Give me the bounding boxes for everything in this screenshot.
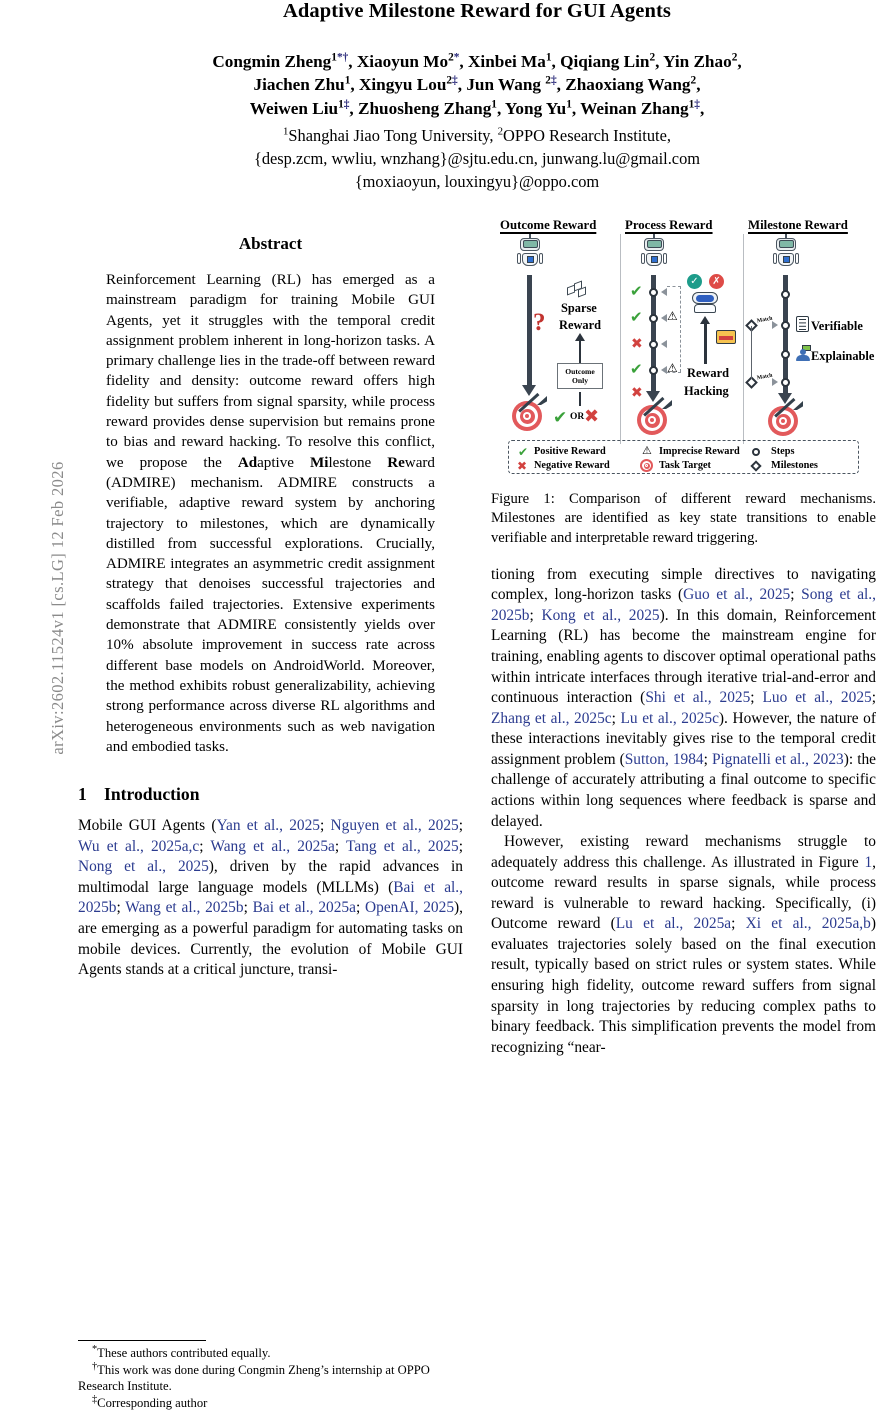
abstract-heading: Abstract <box>238 234 303 253</box>
citation-link[interactable]: Lu et al., 2025a <box>615 915 732 933</box>
legend-milestone-diamond-icon <box>750 460 761 471</box>
text-run: ), are emerging as a powerful paradigm for automating tasks on mobile devices. Currently, the evolution of Mobile GUI Agents stands at a critical juncture, transi- <box>78 899 463 979</box>
abstract-bold-re: Re <box>387 454 405 471</box>
legend-label-positive-reward: Positive Reward <box>534 446 606 457</box>
verdict-accept-badge: ✓ <box>687 274 702 289</box>
citation-link[interactable]: Pignatelli et al., 2023 <box>711 750 844 768</box>
imprecise-reward-warning-icon: ⚠ <box>667 361 678 375</box>
citation-link[interactable]: Wang et al., 2025a <box>210 837 335 855</box>
text-run: Mobile GUI Agents ( <box>78 817 217 835</box>
text-run: ; <box>355 899 366 917</box>
author-list <box>78 50 876 121</box>
milestone-chain-line <box>751 326 752 379</box>
abstract-body <box>106 270 435 757</box>
text-run: ; <box>529 606 542 624</box>
evaluator-robot-icon <box>690 289 720 313</box>
legend-cross-icon: ✖ <box>517 459 528 473</box>
right-column <box>491 218 876 1058</box>
positive-reward-check-icon: ✔ <box>630 308 643 326</box>
text-run: ), driven by the rapid advances in multimodal large language models (MLLMs) ( <box>78 858 463 896</box>
legend-warning-icon: ⚠ <box>642 444 652 457</box>
figure-reference-link[interactable]: 1 <box>864 853 873 871</box>
title-block <box>78 0 876 194</box>
outcome-up-arrow-shaft-2 <box>579 392 581 406</box>
text-run: ) evaluates trajectories solely based on the final execution result, typically based on strict rules or system states. While ensuring high fidelity, outcome reward suffers from signal sparsity in long trajectories by reducing complex paths to binary feedback. This simplification prevents the model from recognizing “near- <box>491 915 876 1056</box>
positive-reward-check-icon: ✔ <box>630 282 643 300</box>
figure-legend <box>508 440 859 474</box>
text-run: ; <box>116 899 126 917</box>
text-run: ). In this domain, Reinforcement Learning (RL) has become the mainstream engine for training, enabling agents to discover optimal operational paths within intricate interfaces through iterative trial-and-error and continuous interaction ( <box>491 606 876 707</box>
text-run: ; <box>790 586 802 604</box>
abstract-text-part-2: (ADMIRE) mechanism. ADMIRE constructs a verifiable, adaptive reward system by anchoring trajectory to milestones, which are dynamically distilled from successful explorations. Crucially, ADMIRE integrates an asymmetric credit assignment strategy that denoises successful trajectories and scaffolds failed trajectories. Extensive experiments demonstrate that ADMIRE consistently yields over 10% absolute improvement in success rate across different base models on AndroidWorld. Moreover, the method exhibits robust generalizability, achieving strong performance across diverse RL algorithms and heterogeneous environments such as web navigation and embodied tasks. <box>106 474 435 755</box>
task-target-icon-process <box>637 405 667 435</box>
affiliation-line: $^1$Shanghai Jiao Tong University, $^2$OPPO Research Institute, <box>283 125 671 145</box>
affiliation-list <box>78 124 876 194</box>
footnote-2 <box>78 1362 463 1395</box>
outcome-only-box <box>557 363 603 389</box>
footnote-text: Corresponding author <box>97 1396 208 1411</box>
citation-link[interactable]: Zhang et al., 2025c <box>491 709 612 727</box>
verdict-reject-badge: ✗ <box>709 274 724 289</box>
citation-link[interactable]: OpenAI, 2025 <box>365 899 455 917</box>
abstract-bold-mi: Mi <box>309 454 329 471</box>
citation-link[interactable]: Guo et al., 2025 <box>683 586 791 604</box>
page-title: Adaptive Milestone Reward for GUI Agents <box>283 0 671 22</box>
footnote-symbol: ‡ <box>92 1393 98 1405</box>
negative-reward-cross-icon: ✖ <box>584 406 600 427</box>
email-line-1: {desp.zcm, wwliu, wnzhang}@sjtu.edu.cn, junwang.lu@gmail.com <box>253 149 701 169</box>
verifiable-clipboard-icon <box>796 316 809 332</box>
intro-paragraph-1 <box>78 816 463 981</box>
legend-target-icon <box>640 459 653 472</box>
citation-link[interactable]: Luo et al., 2025 <box>762 689 872 707</box>
paper-page <box>78 0 876 1411</box>
section-title: Introduction <box>104 784 200 805</box>
text-run: ): the challenge of accurately attributing a final outcome to specific actions within long sequences where feedback is sparse and delayed. <box>491 750 876 830</box>
reward-hacking-label-line2: Hacking <box>684 384 729 398</box>
panel-title-outcome-reward: Outcome Reward <box>500 218 597 232</box>
legend-label-milestones: Milestones <box>771 460 818 471</box>
task-target-icon-outcome <box>512 401 542 431</box>
step-node <box>649 288 658 297</box>
citation-link[interactable]: Xi et al., 2025a,b <box>745 915 871 933</box>
reward-hacking-arrow-shaft <box>704 324 707 364</box>
match-arrow-icon <box>772 378 778 386</box>
sparse-reward-label-line1: Sparse <box>561 301 597 315</box>
legend-label-steps: Steps <box>771 446 795 457</box>
outcome-up-arrow-head <box>575 333 585 341</box>
imprecise-reward-warning-icon: ⚠ <box>667 309 678 323</box>
author-line-3: Weiwen Liu$^{1\ddagger}$, Zhuosheng Zhang$^1$, Yong Yu$^1$, Weinan Zhang$^{1\ddagger}$, <box>249 98 705 119</box>
explainable-person-icon <box>795 346 811 361</box>
hacked-reward-card-icon <box>716 330 736 344</box>
explainable-label: Explainable <box>811 349 875 363</box>
text-run: ; <box>243 899 253 917</box>
text-run: ; <box>458 817 464 835</box>
positive-reward-check-icon: ✔ <box>553 408 568 428</box>
footnote-block <box>78 1340 463 1412</box>
text-run: ). However, the nature of these interactions inevitably gives rise to the temporal credit assignment problem ( <box>491 709 876 768</box>
text-run: ; <box>458 837 463 855</box>
text-run: ; <box>320 817 331 835</box>
text-run: ; <box>703 750 712 768</box>
section-number: 1 <box>78 784 87 805</box>
citation-link[interactable]: Song et al., 2025b <box>491 586 876 624</box>
reward-pointer-icon <box>661 288 667 296</box>
text-run: ; <box>199 837 211 855</box>
citation-link[interactable]: Wu et al., 2025a,c <box>78 837 200 855</box>
milestone-matched-node <box>781 378 790 387</box>
right-column-paragraph-1 <box>491 565 876 832</box>
figure-caption-label: Figure 1: <box>491 491 555 507</box>
reward-hacking-label-line1: Reward <box>687 366 729 380</box>
figure-1 <box>491 218 876 548</box>
match-label: Match <box>756 315 773 325</box>
citation-link[interactable]: Nguyen et al., 2025 <box>330 817 459 835</box>
match-arrow-icon <box>772 321 778 329</box>
negative-reward-cross-icon: ✖ <box>631 385 643 401</box>
footnote-text: This work was done during Congmin Zheng’s internship at OPPO Research Institute. <box>78 1362 430 1394</box>
figure-divider-2 <box>743 234 744 444</box>
citation-link[interactable]: Kong et al., 2025 <box>541 606 660 624</box>
process-feedback-dashed-line <box>680 286 681 372</box>
citation-link[interactable]: Yan et al., 2025 <box>216 817 321 835</box>
figure-1-caption <box>491 490 876 548</box>
text-run: ; <box>871 689 876 707</box>
footnote-3 <box>78 1395 463 1411</box>
email-line-2: {moxiaoyun, louxingyu}@oppo.com <box>354 172 600 192</box>
process-feedback-dashed-top <box>667 286 681 287</box>
figure-divider-1 <box>620 234 621 444</box>
abstract-bold-ad: Ad <box>237 454 258 471</box>
text-run: ; <box>731 915 746 933</box>
abstract-ad-rest: aptive <box>257 454 310 471</box>
verifiable-label: Verifiable <box>811 319 863 333</box>
abstract-mi-rest: lestone <box>328 454 388 471</box>
citation-link[interactable]: Wang et al., 2025b <box>125 899 244 917</box>
step-node <box>649 314 658 323</box>
outcome-trajectory-line <box>527 275 532 387</box>
text-run: tioning from executing simple directives to navigating complex, long-horizon tasks ( <box>491 565 876 604</box>
arxiv-identifier-stamp: arXiv:2602.11524v1 [cs.LG] 12 Feb 2026 <box>48 461 67 755</box>
sparse-blocks-icon <box>567 280 587 297</box>
step-node <box>781 290 790 299</box>
footnote-rule <box>78 1340 206 1341</box>
abstract-re-rest: ward <box>404 454 435 471</box>
right-column-paragraph-2 <box>491 832 876 1058</box>
legend-check-icon: ✔ <box>518 445 529 459</box>
reward-hacking-arrow-head <box>700 316 710 324</box>
footnote-symbol: * <box>92 1343 98 1355</box>
panel-title-process-reward: Process Reward <box>625 218 713 232</box>
left-column <box>78 218 464 1411</box>
citation-link[interactable]: Shi et al., 2025 <box>645 689 751 707</box>
figure-1-canvas <box>491 218 876 476</box>
legend-step-circle-icon <box>752 448 760 456</box>
outcome-only-line2: Only <box>571 375 589 385</box>
text-run: ; <box>750 689 763 707</box>
footnote-text: These authors contributed equally. <box>97 1346 271 1360</box>
figure-caption-text: Comparison of different reward mechanisms. Milestones are identified as key state transitions to enable verifiable and interpretable reward triggering. <box>491 491 876 546</box>
step-node <box>781 350 790 359</box>
text-run: , outcome reward results in sparse signals, while process reward is vulnerable to reward hacking. Specifically, (i) Outcome reward ( <box>491 853 876 933</box>
legend-label-imprecise-reward: Imprecise Reward <box>659 446 740 457</box>
step-node <box>649 340 658 349</box>
citation-link[interactable]: Lu et al., 2025c <box>620 709 719 727</box>
text-run: ; <box>334 837 347 855</box>
citation-link[interactable]: Bai et al., 2025b <box>78 878 463 917</box>
positive-reward-check-icon: ✔ <box>630 360 643 378</box>
text-run: However, existing reward mechanisms struggle to adequately address this challenge. As illustrated in Figure <box>491 833 876 871</box>
footnote-symbol: † <box>92 1360 98 1372</box>
outcome-only-line1: Outcome <box>565 366 595 376</box>
citation-link[interactable]: Bai et al., 2025a <box>252 899 356 917</box>
citation-link[interactable]: Tang et al., 2025 <box>346 837 459 855</box>
agent-robot-icon-outcome <box>517 238 543 268</box>
legend-label-task-target: Task Target <box>659 460 711 471</box>
panel-title-milestone-reward: Milestone Reward <box>748 218 848 232</box>
text-run: ; <box>611 709 621 727</box>
citation-link[interactable]: Sutton, 1984 <box>624 750 704 768</box>
author-line-1: Congmin Zheng$^{1*\dagger}$, Xiaoyun $Mo^{2*}$, Xinbei Ma$^1$, Qiqiang Lin$^2$, Yin Zhao$^2$, <box>212 50 742 71</box>
outcome-up-arrow-shaft <box>579 340 581 363</box>
legend-label-negative-reward: Negative Reward <box>534 460 610 471</box>
milestone-matched-node <box>781 321 790 330</box>
task-target-icon-milestone <box>768 406 798 436</box>
author-line-2: Jiachen Zhu$^1$, Xingyu Lou$^{2\ddagger}$, Jun Wang $^{2\ddagger}$, Zhaoxiang Wang$^2$, <box>253 74 701 95</box>
question-mark-icon: ? <box>533 309 546 336</box>
abstract-text-part-1: Reinforcement Learning (RL) has emerged as a mainstream paradigm for training Mobile GUI Agents, yet it struggles with the temporal credit assignment problem inherent in long-horizon tasks. A primary challenge lies in the trade-off between reward fidelity and density: outcome reward offers high fidelity but suffers from signal sparsity, while process reward provides dense supervision but remains prone to bias and reward hacking. To resolve this conflict, we propose the <box>106 272 435 471</box>
negative-reward-cross-icon: ✖ <box>631 336 643 352</box>
match-label: Match <box>756 372 773 382</box>
or-label: OR <box>570 412 585 422</box>
agent-robot-icon-process <box>641 238 667 268</box>
section-heading-introduction <box>78 784 463 805</box>
agent-robot-icon-milestone <box>773 238 799 268</box>
step-node <box>649 366 658 375</box>
citation-link[interactable]: Nong et al., 2025 <box>78 858 209 876</box>
sparse-reward-label-line2: Reward <box>559 318 601 332</box>
footnote-1 <box>78 1345 463 1361</box>
reward-pointer-icon <box>661 340 667 348</box>
process-feedback-dashed-bottom <box>667 372 681 373</box>
